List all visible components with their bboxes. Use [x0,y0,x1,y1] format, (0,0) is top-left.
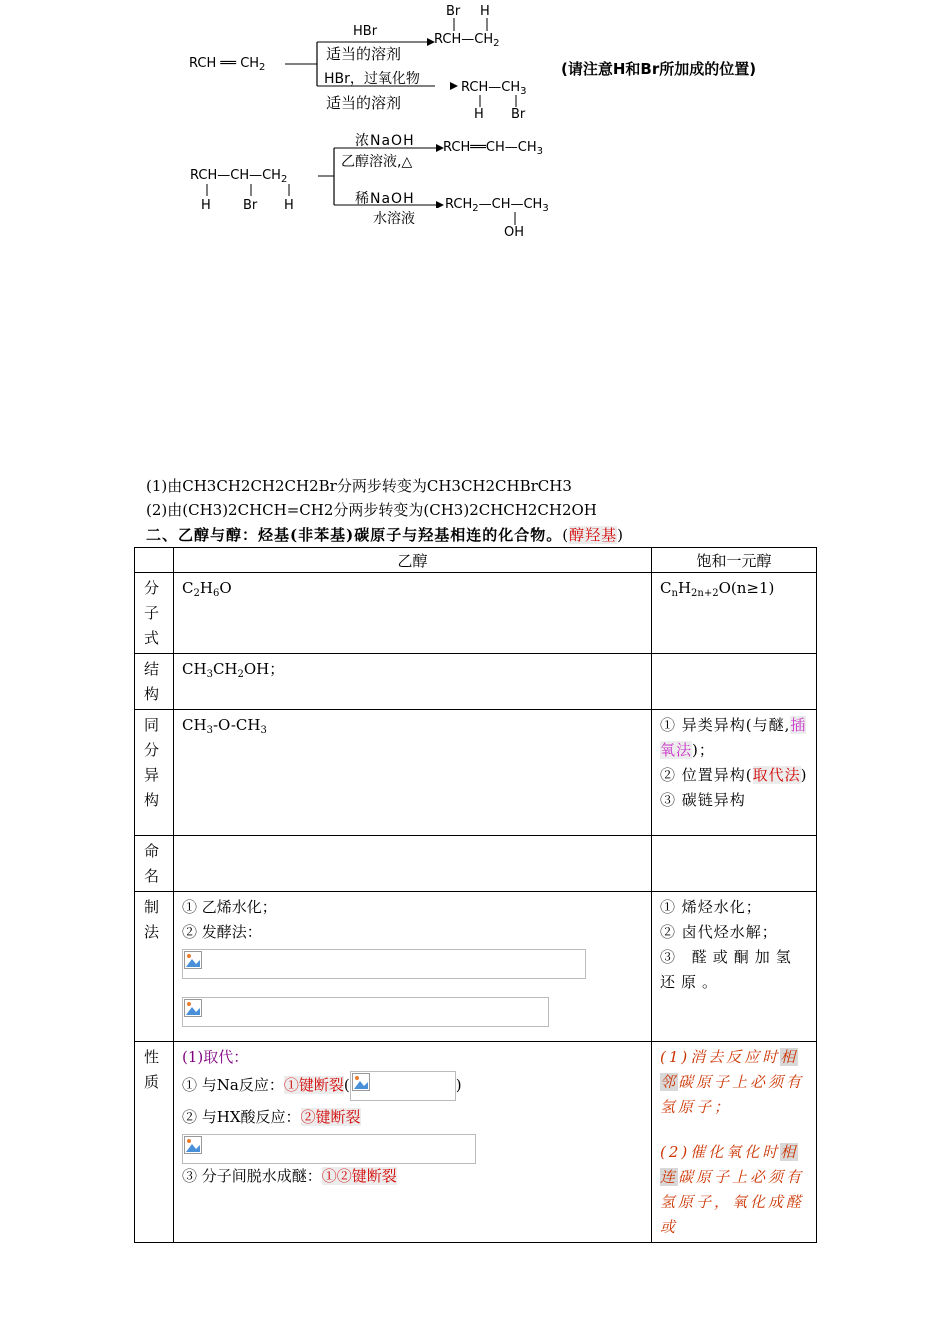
reactant-bromoalkane: $RCH—CH—CH_2$ [190,168,288,185]
row-label-property: 性质 [135,1042,174,1243]
row-label-prep: 制法 [135,892,174,1042]
isomer-position: ② 位置异构( [660,766,753,784]
row-label-structure: 结构 [135,654,174,710]
paren-close: ) [455,1076,462,1094]
note1-post: 碳原子上必须有氢原子； [660,1073,805,1116]
ethanol-formula: $C_2H_6O$ [174,573,652,654]
prod2-h: H [474,107,484,122]
alcohol-table [134,547,817,1243]
section-tag: 醇羟基 [569,526,618,544]
condition-ethanol: 乙醇溶液,△ [341,154,413,170]
ethanol-property [174,1042,652,1243]
note1-pre: (1)消去反应时 [660,1048,781,1066]
condition-solvent-top: 适当的溶剂 [326,45,402,63]
section-heading [146,524,624,545]
condition-water: 水溶液 [373,211,415,227]
position-note: (请注意H和Br所加成的位置) [561,60,757,78]
row-label-formula: 分子式 [135,573,174,654]
sub-h1: H [201,198,211,213]
rch-label: RCH [189,56,217,71]
elimination-formula: RCH══CH—CH [443,140,537,155]
alcohol-formula: $C_nH_{2n+2}O(n\ge 1)$ [652,573,817,654]
broken-image-icon [184,999,202,1017]
substitution-rest: —CH—CH [478,197,543,212]
broken-image-icon [352,1073,370,1091]
prod1-h: H [480,4,490,19]
product-elimination: $RCH══CH—CH_3$ [443,140,543,157]
property-na: ① 与Na反应： [182,1076,284,1094]
ethanol-prep [174,892,652,1042]
isomer-type-end: )； [692,741,715,759]
broken-image-2 [182,997,549,1027]
alcohol-structure [652,654,817,710]
isomer-chain: ③ 碳链异构 [660,791,746,809]
alcohol-prep [652,892,817,1042]
tag-open: ( [562,526,570,544]
product-substitution: $RCH_2—CH—CH_3$ [445,197,549,214]
reactant-alkene: RCH ══ $CH_2$ [189,56,266,73]
note2-post: 碳原子上必须有氢原子，氧化成醛或 [660,1168,805,1236]
sub-br: Br [243,198,258,213]
substitution-method: 取代法 [752,766,801,784]
exercise-2: (2)由(CH3)2CHCH=CH2分两步转变为(CH3)2CHCH2CH2OH [146,501,597,519]
note2-highlight: 相连 [660,1143,799,1186]
row-label-isomer: 同分异构 [135,710,174,836]
double-bond: ══ [220,56,237,71]
reactant2-bonds [200,184,300,198]
exercise-1: (1)由CH3CH2CH2CH2Br分两步转变为CH3CH2CHBrCH3 [146,477,572,495]
paren-open: ( [343,1076,350,1094]
property-substitution: (1)取代： [182,1048,249,1066]
section-title: 二、乙醇与醇：烃基(非苯基)碳原子与羟基相连的化合物。 [146,526,563,544]
ch2-label: CH [240,56,260,71]
prod2-formula: RCH—CH [461,80,521,95]
ethanol-structure: $CH_3CH_2OH$； [174,654,652,710]
header-blank [135,548,174,573]
sub-oh: OH [504,225,525,240]
broken-image-1 [182,949,586,979]
prod1-bonds [450,18,500,32]
alcohol-isomer [652,710,817,836]
isomer-type: ① 异类异构(与醚, [660,716,791,734]
product-markovnikov: $RCH—CH_2$ [434,32,500,49]
reactant2-formula: RCH—CH—CH [190,168,281,183]
ethanol-naming [174,836,652,892]
condition-peroxide: HBr，过氧化物 [324,71,420,87]
header-alcohol: 饱和一元醇 [652,548,817,573]
prep-haloalkane-hydrolysis: ② 卤代烃水解； [660,923,778,941]
bond2-break: ②键断裂 [300,1108,361,1126]
broken-image-icon [184,951,202,969]
note1-highlight: 相邻 [660,1048,799,1091]
isomer-position-end: ) [800,766,808,784]
prep-reduction: ③ 醛或酮加氢还原。 [660,948,797,991]
product-anti-markovnikov: $RCH—CH_3$ [461,80,527,97]
bond12-break: ①②键断裂 [321,1167,397,1185]
condition-dilute-naoh: 稀NaOH [355,191,415,207]
condition-conc-naoh: 浓NaOH [355,133,415,149]
sub-h2: H [284,198,294,213]
prep-fermentation: ② 发酵法： [182,923,262,941]
broken-image-4 [182,1134,476,1164]
broken-image-icon [184,1136,202,1154]
alcohol-property [652,1042,817,1243]
broken-image-3 [350,1071,456,1101]
tag-close: ) [617,526,624,544]
arrow-head-2 [440,82,460,90]
alcohol-naming [652,836,817,892]
prep-hydration: ① 乙烯水化； [182,898,277,916]
oh-bond [510,212,520,226]
row-label-naming: 命名 [135,836,174,892]
substitution-rch: RCH [445,197,473,212]
header-ethanol: 乙醇 [174,548,652,573]
condition-solvent-bottom: 适当的溶剂 [326,94,402,112]
ethanol-isomer: $CH_3-O-CH_3$ [174,710,652,836]
property-hx: ② 与HX酸反应： [182,1108,301,1126]
oxygen-insertion: 插氧法 [660,716,807,759]
prep-alkene-hydration: ① 烯烃水化； [660,898,762,916]
reagent-hbr: HBr [353,24,378,39]
prod1-br: Br [446,4,461,19]
note2-pre: (2)催化氧化时 [660,1143,781,1161]
bond1-break: ①键断裂 [283,1076,344,1094]
prod2-br: Br [511,107,526,122]
prod1-formula: RCH—CH [434,32,494,47]
property-ether: ③ 分子间脱水成醚： [182,1167,322,1185]
